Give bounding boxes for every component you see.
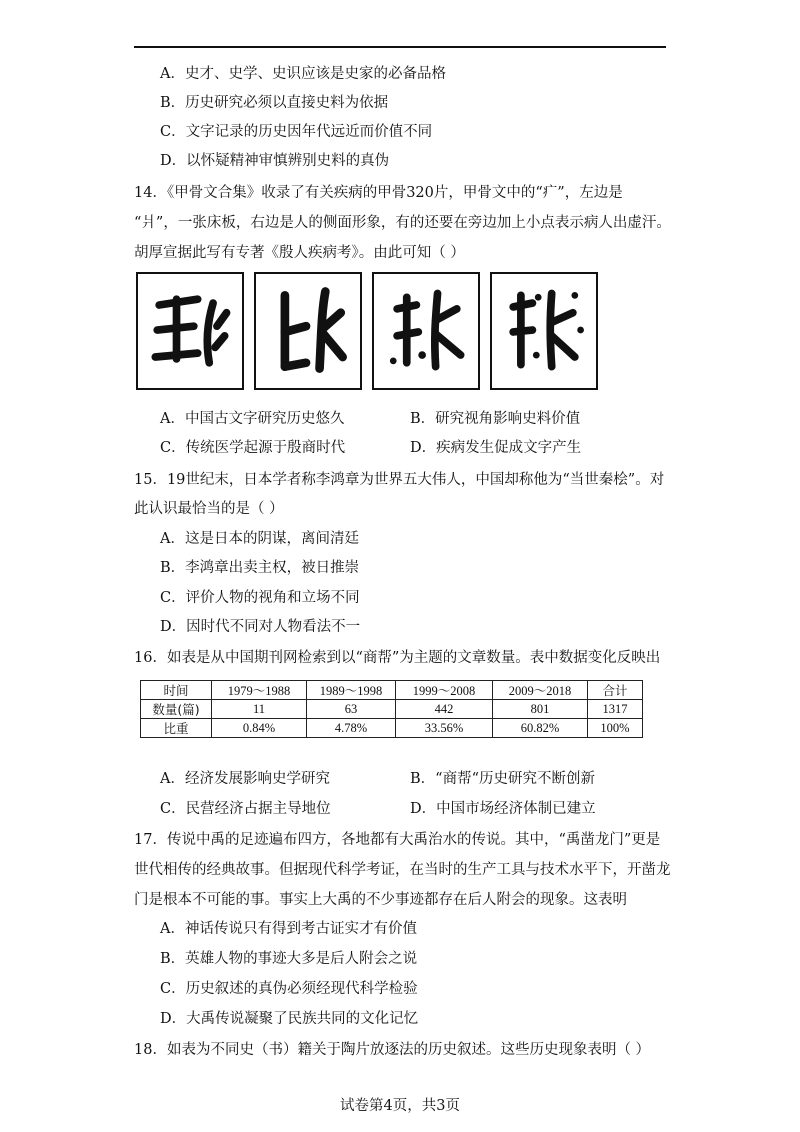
- table-cell: 数量(篇): [141, 700, 212, 719]
- q13-option-b: B．历史研究必须以直接史料为依据: [160, 95, 389, 111]
- table-cell: 0.84%: [212, 719, 307, 738]
- q14-option-c: C．传统医学起源于殷商时代: [160, 440, 346, 456]
- q15-stem-line-2: 此认识最恰当的是（ ）: [134, 501, 284, 517]
- q13-option-a: A．史才、史学、史识应该是史家的必备品格: [160, 66, 446, 82]
- q16-data-table: [140, 680, 643, 738]
- table-header-row: [141, 681, 643, 700]
- q17-stem-line-1: 17．传说中禹的足迹遍布四方，各地都有大禹治水的传说。其中，“禹凿龙门”更是: [134, 832, 661, 848]
- q15-option-b: B．李鸿章出卖主权，被日推崇: [160, 560, 360, 576]
- q15-option-d: D．因时代不同对人物看法不一: [160, 619, 361, 635]
- table-cell: 442: [396, 700, 493, 719]
- q14-option-a: A．中国古文字研究历史悠久: [160, 411, 345, 427]
- table-cell: 33.56%: [396, 719, 493, 738]
- table-cell: 801: [493, 700, 588, 719]
- page-footer: 试卷第4页，共3页: [340, 1098, 460, 1114]
- q17-option-c: C．历史叙述的真伪必须经现代科学检验: [160, 981, 418, 997]
- table-header-cell: 1989～1998: [307, 681, 396, 700]
- q18-stem-line-1: 18．如表为不同史（书）籍关于陶片放逐法的历史叙述。这些历史现象表明（ ）: [134, 1042, 651, 1058]
- table-header-cell: 1979～1988: [212, 681, 307, 700]
- table-cell: 60.82%: [493, 719, 588, 738]
- table-header-cell: 2009～2018: [493, 681, 588, 700]
- table-row: [141, 700, 643, 719]
- q16-option-b: B．“商帮“历史研究不断创新: [410, 771, 595, 787]
- oracle-bone-glyph-4-icon: [490, 272, 598, 390]
- oracle-bone-glyph-3-icon: [372, 272, 480, 390]
- q17-stem-line-2: 世代相传的经典故事。但据现代科学考证，在当时的生产工具与技术水平下，开凿龙: [134, 862, 671, 878]
- oracle-bone-glyph-2-icon: [254, 272, 362, 390]
- table-cell: 11: [212, 700, 307, 719]
- table-header-cell: 合计: [588, 681, 643, 700]
- q14-option-d: D．疾病发生促成文字产生: [410, 440, 582, 456]
- table-header-cell: 时间: [141, 681, 212, 700]
- q14-stem-line-3: 胡厚宣据此写有专著《殷人疾病考》。由此可知（ ）: [134, 245, 465, 261]
- q17-option-b: B．英雄人物的事迹大多是后人附会之说: [160, 951, 418, 967]
- table-cell: 100%: [588, 719, 643, 738]
- table-row: [141, 719, 643, 738]
- table-cell: 4.78%: [307, 719, 396, 738]
- q14-stem-line-1: 14．《甲骨文合集》收录了有关疾病的甲骨320片，甲骨文中的“疒”，左边是: [134, 185, 623, 201]
- header-rule: [134, 46, 666, 48]
- q16-option-a: A．经济发展影响史学研究: [160, 771, 330, 787]
- oracle-bone-figure: [136, 272, 596, 394]
- q17-option-d: D．大禹传说凝聚了民族共同的文化记忆: [160, 1011, 419, 1027]
- q16-stem-line-1: 16．如表是从中国期刊网检索到以“商帮”为主题的文章数量。表中数据变化反映出: [134, 650, 661, 666]
- oracle-bone-glyph-1-icon: [136, 272, 244, 390]
- q14-stem-line-2: “爿”，一张床板，右边是人的侧面形象，有的还要在旁边加上小点表示病人出虚汗。: [134, 215, 671, 231]
- q15-option-a: A．这是日本的阴谋，离间清廷: [160, 531, 359, 547]
- q16-option-c: C．民营经济占据主导地位: [160, 801, 331, 817]
- table-cell: 比重: [141, 719, 212, 738]
- q17-stem-line-3: 门是根本不可能的事。事实上大禹的不少事迹都存在后人附会的现象。这表明: [134, 892, 627, 908]
- q14-option-b: B．研究视角影响史料价值: [410, 411, 581, 427]
- q13-option-d: D．以怀疑精神审慎辨别史料的真伪: [160, 153, 390, 169]
- table-cell: 1317: [588, 700, 643, 719]
- table-header-cell: 1999～2008: [396, 681, 493, 700]
- q15-option-c: C．评价人物的视角和立场不同: [160, 590, 360, 606]
- q16-option-d: D．中国市场经济体制已建立: [410, 801, 596, 817]
- table-cell: 63: [307, 700, 396, 719]
- q13-option-c: C．文字记录的历史因年代远近而价值不同: [160, 124, 433, 140]
- q17-option-a: A．神话传说只有得到考古证实才有价值: [160, 921, 417, 937]
- q15-stem-line-1: 15．19世纪末，日本学者称李鸿章为世界五大伟人，中国却称他为“当世秦桧”。对: [134, 472, 665, 488]
